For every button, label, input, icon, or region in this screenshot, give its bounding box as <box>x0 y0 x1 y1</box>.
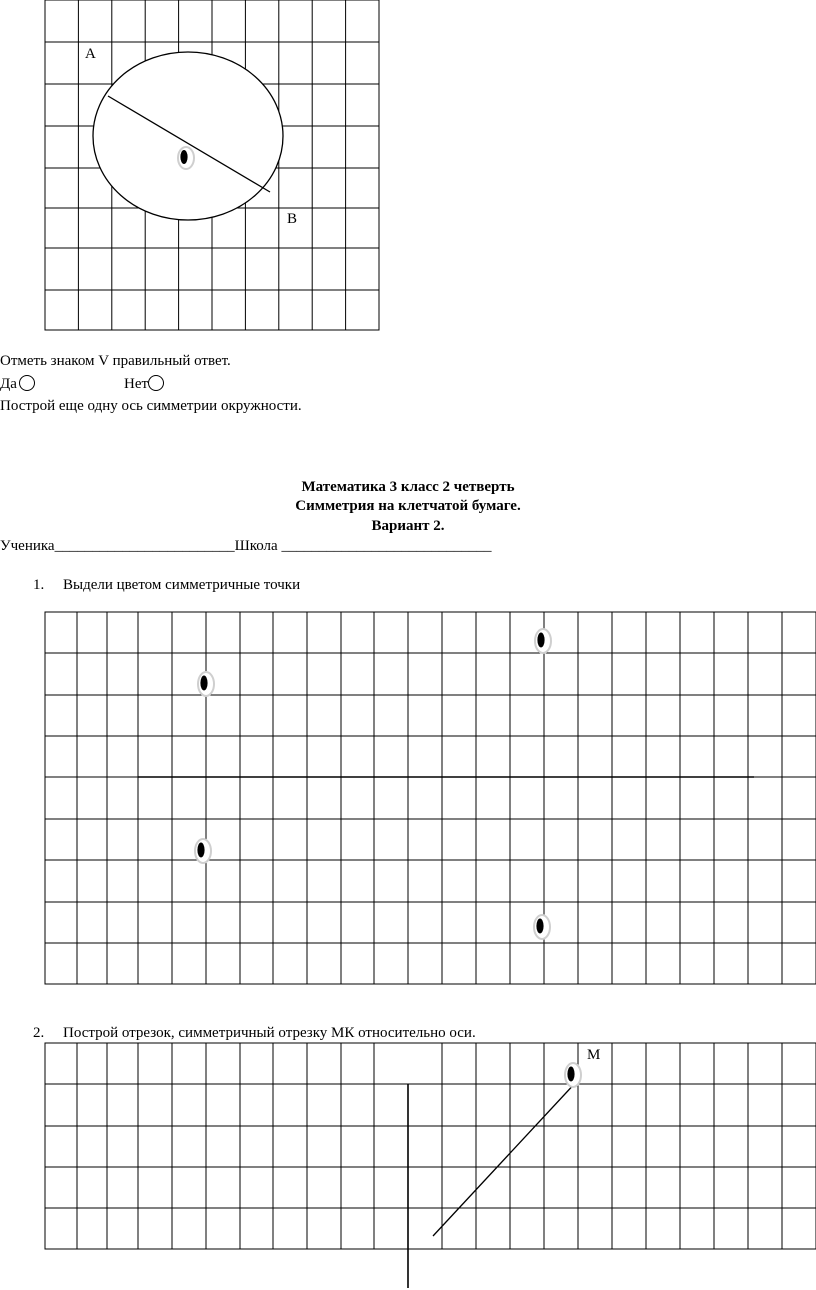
label-m: М <box>587 1047 601 1063</box>
student-school-line: Ученика________________________Школа ____________________________ <box>0 538 492 554</box>
worksheet-subtitle: Симметрия на клетчатой бумаге. <box>295 498 521 514</box>
task1-text: Выдели цветом симметричные точки <box>63 577 301 593</box>
mark-answer-text: Отметь знаком V правильный ответ. <box>0 353 231 369</box>
segment-mk <box>433 1080 578 1236</box>
no-label: Нет <box>124 376 149 392</box>
variant-label: Вариант 2. <box>371 518 445 534</box>
build-axis-text: Построй еще одну ось симметрии окружности. <box>0 398 302 414</box>
task2-grid <box>45 1043 816 1249</box>
label-a: А <box>85 46 96 62</box>
yes-label: Да <box>0 376 17 392</box>
task2-text: Построй отрезок, симметричный отрезку МК относительно оси. <box>63 1025 476 1041</box>
worksheet-title: Математика 3 класс 2 четверть <box>301 479 515 495</box>
task1-number: 1. <box>33 577 45 593</box>
task2-number: 2. <box>33 1025 45 1041</box>
label-b: В <box>287 211 298 227</box>
point-m <box>565 1063 581 1087</box>
